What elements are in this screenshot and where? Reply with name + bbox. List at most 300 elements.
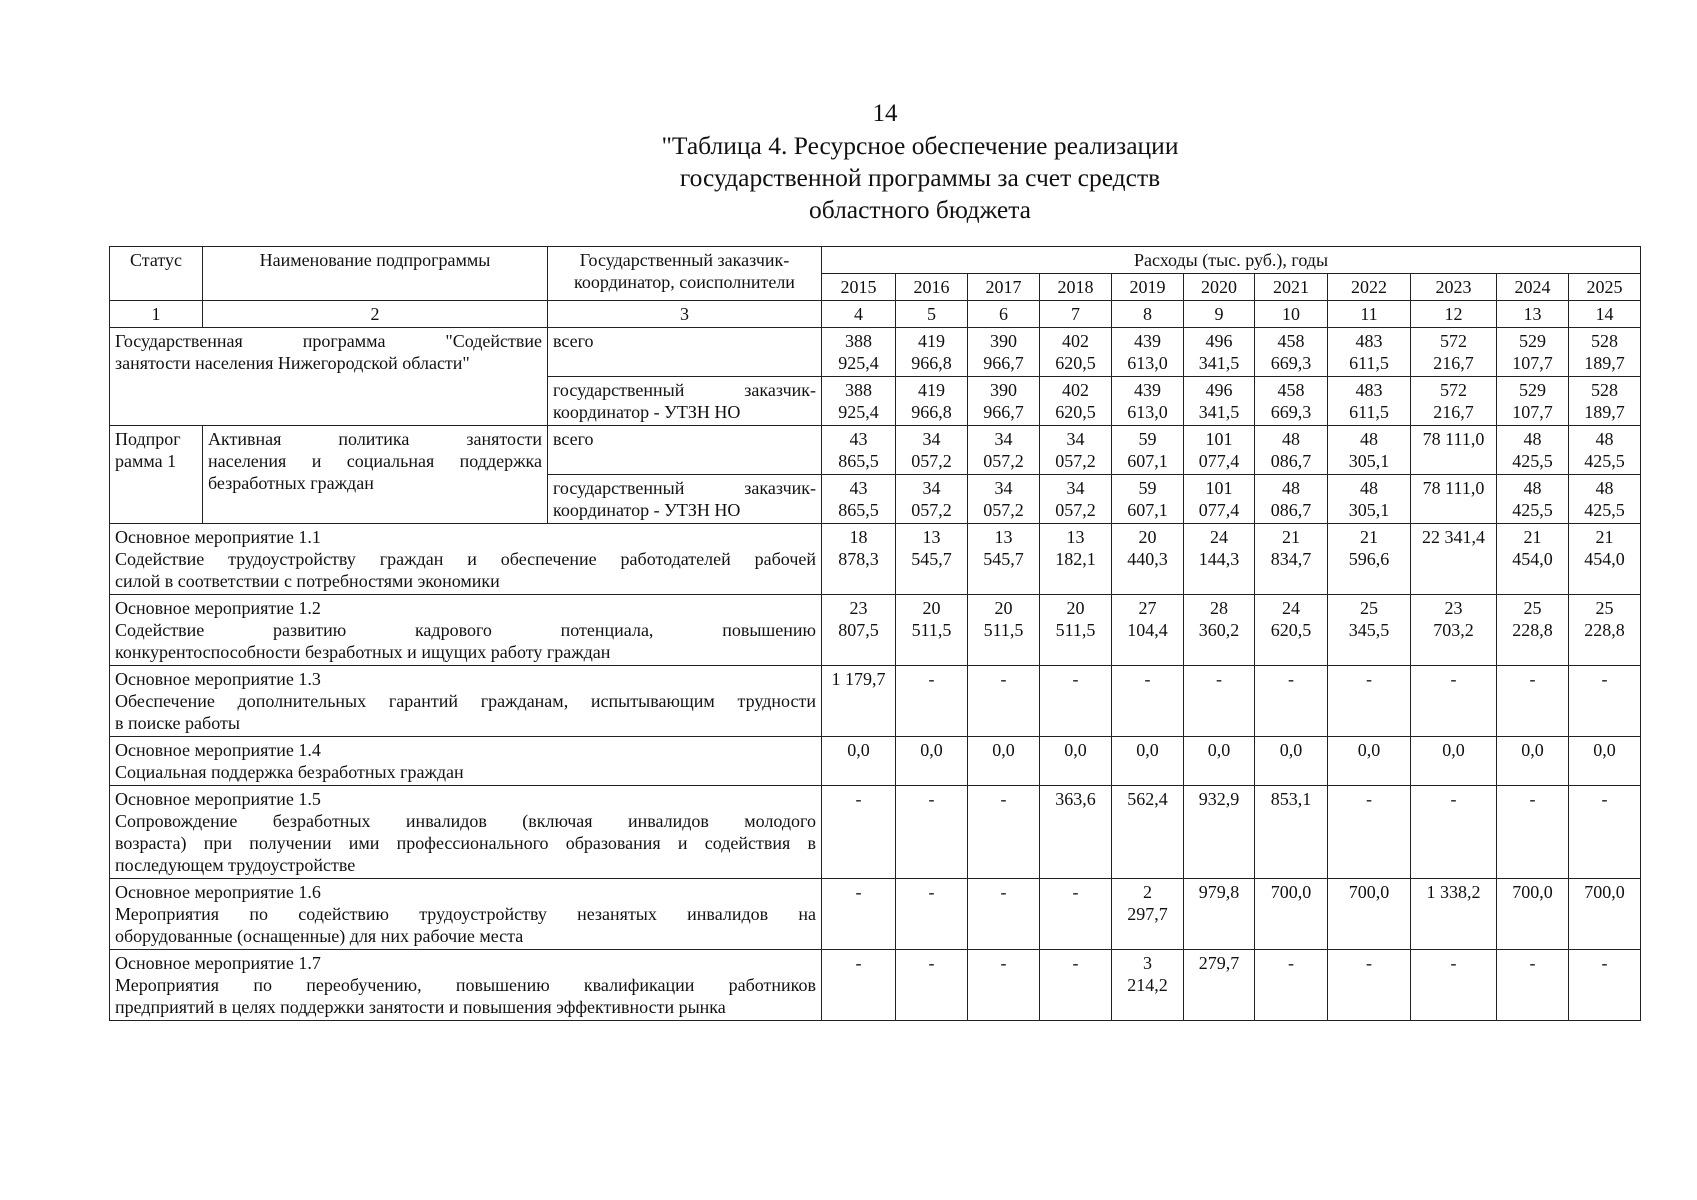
activity-row xyxy=(110,666,1641,737)
value-text: 297,7 xyxy=(1127,904,1168,924)
value-cell xyxy=(1569,377,1641,426)
value-cell xyxy=(1040,328,1112,377)
value-text: 966,7 xyxy=(983,402,1024,422)
value-cell xyxy=(1112,377,1184,426)
value-cell xyxy=(1040,377,1112,426)
value-text: 23 xyxy=(849,598,868,618)
customer-line: координатор - УТЗН НО xyxy=(553,500,741,520)
value-text: 216,7 xyxy=(1433,353,1474,373)
value-text: 440,3 xyxy=(1127,549,1168,569)
value-text: 611,5 xyxy=(1349,353,1389,373)
value-text: - xyxy=(928,953,935,973)
year-header: 2016 xyxy=(896,274,968,301)
value-text: 59 xyxy=(1138,478,1157,498)
value-text: 104,4 xyxy=(1127,620,1168,640)
value-text: 966,7 xyxy=(983,353,1024,373)
value-text: 425,5 xyxy=(1512,500,1553,520)
value-cell xyxy=(1411,737,1497,786)
value-text: - xyxy=(1366,953,1372,973)
value-cell xyxy=(1497,524,1569,595)
column-number: 1 xyxy=(110,301,203,328)
header-expenses: Расходы (тыс. руб.), годы xyxy=(822,247,1641,274)
value-text: 483 xyxy=(1355,331,1383,351)
value-cell xyxy=(822,595,896,666)
value-cell xyxy=(1497,328,1569,377)
value-cell xyxy=(968,737,1040,786)
column-number: 7 xyxy=(1040,301,1112,328)
value-cell xyxy=(1569,786,1641,879)
resource-table xyxy=(109,246,1641,1021)
subprogram-name-line: безработных граждан xyxy=(208,473,374,493)
activity-row xyxy=(110,950,1641,1021)
value-cell xyxy=(822,737,896,786)
value-cell xyxy=(1328,879,1411,950)
value-text: 511,5 xyxy=(1055,620,1096,640)
value-text: 28 xyxy=(1210,598,1228,618)
value-text: 439 xyxy=(1134,380,1161,400)
value-text: 057,2 xyxy=(911,451,952,471)
value-cell xyxy=(1569,475,1641,524)
value-text: 057,2 xyxy=(983,500,1024,520)
value-text: 620,5 xyxy=(1055,353,1096,373)
value-cell xyxy=(1255,737,1328,786)
value-text: 607,1 xyxy=(1127,451,1168,471)
value-cell xyxy=(1040,595,1112,666)
value-text: 0,0 xyxy=(992,740,1015,760)
value-cell xyxy=(1328,595,1411,666)
value-text: 865,5 xyxy=(838,451,879,471)
value-text: - xyxy=(1601,789,1608,809)
value-cell xyxy=(1255,377,1328,426)
activity-row xyxy=(110,786,1641,879)
value-text: 25 xyxy=(1523,598,1542,618)
column-number: 6 xyxy=(968,301,1040,328)
value-text: 979,8 xyxy=(1198,882,1240,902)
activity-text-line: Содействие развитию кадрового потенциала, повышению xyxy=(115,620,816,640)
activity-title: Основное мероприятие 1.3 xyxy=(115,669,321,689)
value-text: - xyxy=(855,953,862,973)
value-text: 305,1 xyxy=(1348,451,1390,471)
value-text: 0,0 xyxy=(1593,740,1616,760)
value-text: 613,0 xyxy=(1127,402,1168,422)
value-cell xyxy=(968,524,1040,595)
activity-row xyxy=(110,524,1641,595)
value-text: - xyxy=(1601,953,1608,973)
value-cell xyxy=(822,475,896,524)
value-text: 925,4 xyxy=(838,353,879,373)
value-text: 21 xyxy=(1282,527,1300,547)
value-text: 48 xyxy=(1595,478,1614,498)
value-text: 22 341,4 xyxy=(1422,527,1485,547)
activity-title: Основное мероприятие 1.6 xyxy=(115,882,321,902)
program-title-line: занятости населения Нижегородской области" xyxy=(115,353,470,373)
value-text: 700,0 xyxy=(1584,882,1625,902)
value-text: 529 xyxy=(1519,331,1546,351)
value-text: 13 xyxy=(994,527,1013,547)
value-cell xyxy=(1184,786,1255,879)
value-cell xyxy=(1255,786,1328,879)
activity-text-line: силой в соответствии с потребностями экономики xyxy=(115,571,500,591)
value-cell xyxy=(1411,524,1497,595)
header-customer xyxy=(548,247,822,301)
header-customer-line: Государственный заказчик- xyxy=(579,250,790,270)
value-text: 341,5 xyxy=(1198,402,1240,422)
value-text: 425,5 xyxy=(1584,500,1625,520)
activity-text-line: в поиске работы xyxy=(115,713,240,733)
value-text: 0,0 xyxy=(1064,740,1087,760)
value-cell xyxy=(1411,475,1497,524)
value-text: 20 xyxy=(1138,527,1157,547)
value-text: 305,1 xyxy=(1348,500,1390,520)
value-text: 25 xyxy=(1595,598,1614,618)
value-text: 279,7 xyxy=(1198,953,1240,973)
value-text: 057,2 xyxy=(1055,451,1096,471)
value-text: 0,0 xyxy=(1136,740,1159,760)
value-text: 925,4 xyxy=(838,402,879,422)
value-cell xyxy=(1497,377,1569,426)
value-text: 189,7 xyxy=(1584,402,1625,422)
value-cell xyxy=(896,737,968,786)
value-text: 228,8 xyxy=(1512,620,1553,640)
value-text: 107,7 xyxy=(1512,353,1553,373)
value-text: 425,5 xyxy=(1584,451,1625,471)
value-text: - xyxy=(928,669,935,689)
column-number: 14 xyxy=(1569,301,1641,328)
value-cell xyxy=(1328,328,1411,377)
value-cell xyxy=(896,524,968,595)
value-cell xyxy=(1497,950,1569,1021)
value-text: - xyxy=(1288,953,1294,973)
value-text: 20 xyxy=(994,598,1013,618)
value-cell xyxy=(1184,666,1255,737)
value-text: 700,0 xyxy=(1348,882,1390,902)
column-number: 5 xyxy=(896,301,968,328)
value-text: - xyxy=(1529,669,1536,689)
value-text: 0,0 xyxy=(1207,740,1231,760)
customer-cell xyxy=(548,475,822,524)
value-text: 496 xyxy=(1205,331,1233,351)
value-cell xyxy=(1497,595,1569,666)
value-text: 545,7 xyxy=(983,549,1024,569)
value-cell xyxy=(896,666,968,737)
value-text: - xyxy=(855,882,862,902)
value-cell xyxy=(1497,737,1569,786)
activity-row xyxy=(110,879,1641,950)
value-text: 388 xyxy=(845,331,872,351)
value-cell xyxy=(1040,666,1112,737)
value-text: 363,6 xyxy=(1055,789,1096,809)
activity-description xyxy=(110,666,822,737)
value-text: - xyxy=(1072,882,1079,902)
value-text: 419 xyxy=(918,380,945,400)
value-cell xyxy=(1112,950,1184,1021)
value-cell xyxy=(1411,786,1497,879)
customer-cell: всего xyxy=(548,328,822,377)
value-cell xyxy=(1411,377,1497,426)
value-cell xyxy=(1184,595,1255,666)
value-text: 057,2 xyxy=(911,500,952,520)
value-cell xyxy=(1328,737,1411,786)
value-cell xyxy=(968,377,1040,426)
value-text: - xyxy=(1000,882,1007,902)
value-cell xyxy=(1184,879,1255,950)
column-number: 11 xyxy=(1328,301,1411,328)
value-text: 34 xyxy=(922,429,941,449)
activity-description xyxy=(110,950,822,1021)
value-text: 0,0 xyxy=(1279,740,1303,760)
value-text: 458 xyxy=(1277,380,1305,400)
title-line: государственной программы за счет средств xyxy=(679,163,1161,192)
value-text: 345,5 xyxy=(1348,620,1390,640)
column-number: 10 xyxy=(1255,301,1328,328)
value-text: 562,4 xyxy=(1127,789,1168,809)
value-text: 21 xyxy=(1360,527,1378,547)
value-cell xyxy=(1040,737,1112,786)
subprogram-status xyxy=(110,426,203,524)
value-cell xyxy=(1040,524,1112,595)
customer-line: координатор - УТЗН НО xyxy=(553,402,741,422)
value-text: 59 xyxy=(1138,429,1157,449)
value-text: 057,2 xyxy=(1055,500,1096,520)
column-number: 8 xyxy=(1112,301,1184,328)
activity-description xyxy=(110,737,822,786)
value-cell xyxy=(1497,879,1569,950)
value-text: 20 xyxy=(1066,598,1085,618)
value-text: - xyxy=(855,789,862,809)
value-text: - xyxy=(1216,669,1222,689)
table-title xyxy=(420,130,1420,226)
activity-text-line: последующем трудоустройстве xyxy=(115,855,356,875)
value-text: 48 xyxy=(1595,429,1614,449)
value-text: 13 xyxy=(1066,527,1085,547)
value-text: 48 xyxy=(1523,429,1542,449)
value-cell xyxy=(1497,426,1569,475)
value-cell xyxy=(1112,786,1184,879)
value-text: - xyxy=(1000,953,1007,973)
year-header: 2020 xyxy=(1184,274,1255,301)
value-cell xyxy=(1497,475,1569,524)
value-text: 1 338,2 xyxy=(1426,882,1481,902)
value-text: - xyxy=(1288,669,1294,689)
value-text: 966,8 xyxy=(911,353,952,373)
value-text: 853,1 xyxy=(1270,789,1312,809)
value-text: - xyxy=(1000,789,1007,809)
activity-text-line: Сопровождение безработных инвалидов (включая инвалидов молодого xyxy=(115,811,816,831)
value-text: 3 xyxy=(1143,953,1152,973)
value-cell xyxy=(1328,475,1411,524)
value-cell xyxy=(1255,475,1328,524)
value-text: 48 xyxy=(1282,478,1300,498)
column-number: 13 xyxy=(1497,301,1569,328)
value-cell xyxy=(1040,426,1112,475)
value-cell xyxy=(1255,595,1328,666)
value-cell xyxy=(1184,737,1255,786)
customer-line: государственный заказчик- xyxy=(553,380,816,400)
program-row xyxy=(110,328,1641,377)
value-cell xyxy=(1112,666,1184,737)
activity-text-line: Мероприятия по переобучению, повышению квалификации работников xyxy=(115,975,816,995)
value-cell xyxy=(1497,666,1569,737)
value-cell xyxy=(1255,666,1328,737)
activity-description xyxy=(110,595,822,666)
subprogram-status-line: рамма 1 xyxy=(115,451,177,471)
value-cell xyxy=(1569,737,1641,786)
value-cell xyxy=(1040,475,1112,524)
value-text: 669,3 xyxy=(1270,402,1312,422)
value-cell xyxy=(1112,426,1184,475)
value-text: 48 xyxy=(1360,429,1378,449)
value-cell xyxy=(1040,786,1112,879)
value-cell xyxy=(1411,426,1497,475)
subprogram-name-line: населения и социальная поддержка xyxy=(208,451,542,471)
value-cell xyxy=(896,595,968,666)
value-text: 932,9 xyxy=(1198,789,1240,809)
value-text: 878,3 xyxy=(838,549,879,569)
program-title-line: Государственная программа "Содействие xyxy=(115,331,542,351)
value-text: 402 xyxy=(1062,380,1089,400)
value-text: - xyxy=(1601,669,1608,689)
value-cell xyxy=(1184,426,1255,475)
column-number: 9 xyxy=(1184,301,1255,328)
value-cell xyxy=(822,879,896,950)
value-text: 144,3 xyxy=(1198,549,1240,569)
value-text: 78 111,0 xyxy=(1422,478,1485,498)
value-cell xyxy=(1040,950,1112,1021)
value-text: 34 xyxy=(994,478,1013,498)
value-cell xyxy=(1112,328,1184,377)
value-cell xyxy=(1112,524,1184,595)
value-text: 1 179,7 xyxy=(831,669,886,689)
year-header: 2024 xyxy=(1497,274,1569,301)
value-cell xyxy=(968,595,1040,666)
value-text: - xyxy=(1450,953,1457,973)
value-text: 613,0 xyxy=(1127,353,1168,373)
title-line: "Таблица 4. Ресурсное обеспечение реализации xyxy=(661,131,1179,160)
value-cell xyxy=(968,475,1040,524)
value-text: 966,8 xyxy=(911,402,952,422)
value-cell xyxy=(968,666,1040,737)
activity-description xyxy=(110,524,822,595)
value-cell xyxy=(1184,950,1255,1021)
value-cell xyxy=(1255,426,1328,475)
value-text: 341,5 xyxy=(1198,353,1240,373)
header-row xyxy=(110,247,1641,274)
value-text: 077,4 xyxy=(1198,500,1240,520)
value-text: 0,0 xyxy=(1357,740,1381,760)
header-name: Наименование подпрограммы xyxy=(203,247,548,301)
value-text: - xyxy=(1366,789,1372,809)
year-header: 2019 xyxy=(1112,274,1184,301)
value-text: 057,2 xyxy=(983,451,1024,471)
value-cell xyxy=(968,328,1040,377)
value-cell xyxy=(1184,328,1255,377)
value-text: 390 xyxy=(990,380,1017,400)
subprogram-name xyxy=(203,426,548,524)
value-text: 700,0 xyxy=(1270,882,1312,902)
value-text: 43 xyxy=(849,429,868,449)
subprogram-row xyxy=(110,426,1641,475)
value-cell xyxy=(1569,595,1641,666)
subprogram-name-line: Активная политика занятости xyxy=(208,429,542,449)
value-text: 807,5 xyxy=(838,620,879,640)
value-cell xyxy=(1184,524,1255,595)
value-cell xyxy=(1569,328,1641,377)
activity-title: Основное мероприятие 1.7 xyxy=(115,953,321,973)
value-cell xyxy=(822,524,896,595)
column-number: 2 xyxy=(203,301,548,328)
value-text: 620,5 xyxy=(1270,620,1312,640)
value-text: 390 xyxy=(990,331,1017,351)
value-cell xyxy=(1328,786,1411,879)
value-text: 34 xyxy=(922,478,941,498)
program-title xyxy=(110,328,548,426)
year-header: 2022 xyxy=(1328,274,1411,301)
activity-description xyxy=(110,786,822,879)
value-text: 611,5 xyxy=(1349,402,1389,422)
value-cell xyxy=(1255,879,1328,950)
value-cell xyxy=(822,786,896,879)
activity-description xyxy=(110,879,822,950)
value-text: 496 xyxy=(1205,380,1233,400)
value-cell xyxy=(822,377,896,426)
value-cell xyxy=(1497,786,1569,879)
value-text: 189,7 xyxy=(1584,353,1625,373)
activity-text-line: предприятий в целях поддержки занятости и повышения эффективности рынка xyxy=(115,997,726,1017)
value-text: 23 xyxy=(1444,598,1463,618)
value-text: 607,1 xyxy=(1127,500,1168,520)
value-cell xyxy=(1411,595,1497,666)
value-cell xyxy=(1040,879,1112,950)
activity-title: Основное мероприятие 1.2 xyxy=(115,598,321,618)
value-cell xyxy=(896,475,968,524)
activity-text-line: конкурентоспособности безработных и ищущих работу граждан xyxy=(115,642,611,662)
value-text: 572 xyxy=(1440,331,1467,351)
value-text: 0,0 xyxy=(847,740,870,760)
value-cell xyxy=(1569,666,1641,737)
value-text: - xyxy=(1072,669,1079,689)
activity-title: Основное мероприятие 1.1 xyxy=(115,527,321,547)
activity-text-line: Социальная поддержка безработных граждан xyxy=(115,762,464,782)
value-cell xyxy=(822,950,896,1021)
value-cell xyxy=(968,786,1040,879)
value-text: 077,4 xyxy=(1198,451,1240,471)
value-cell xyxy=(1328,426,1411,475)
value-text: 425,5 xyxy=(1512,451,1553,471)
column-number: 4 xyxy=(822,301,896,328)
value-cell xyxy=(968,426,1040,475)
activity-text-line: возраста) при получении ими профессионального образования и содействия в xyxy=(115,833,816,853)
value-text: 107,7 xyxy=(1512,402,1553,422)
value-text: 2 xyxy=(1143,882,1152,902)
value-text: 528 xyxy=(1591,331,1619,351)
value-text: - xyxy=(1144,669,1151,689)
value-text: 21 xyxy=(1523,527,1542,547)
value-cell xyxy=(1411,950,1497,1021)
year-header: 2018 xyxy=(1040,274,1112,301)
value-text: 458 xyxy=(1277,331,1305,351)
value-cell xyxy=(968,879,1040,950)
year-header: 2023 xyxy=(1411,274,1497,301)
value-cell xyxy=(896,426,968,475)
value-text: - xyxy=(1529,953,1536,973)
value-text: 419 xyxy=(918,331,945,351)
value-text: 529 xyxy=(1519,380,1546,400)
value-cell xyxy=(896,328,968,377)
value-text: - xyxy=(1000,669,1007,689)
value-text: 27 xyxy=(1138,598,1157,618)
activity-row xyxy=(110,737,1641,786)
value-text: 388 xyxy=(845,380,872,400)
